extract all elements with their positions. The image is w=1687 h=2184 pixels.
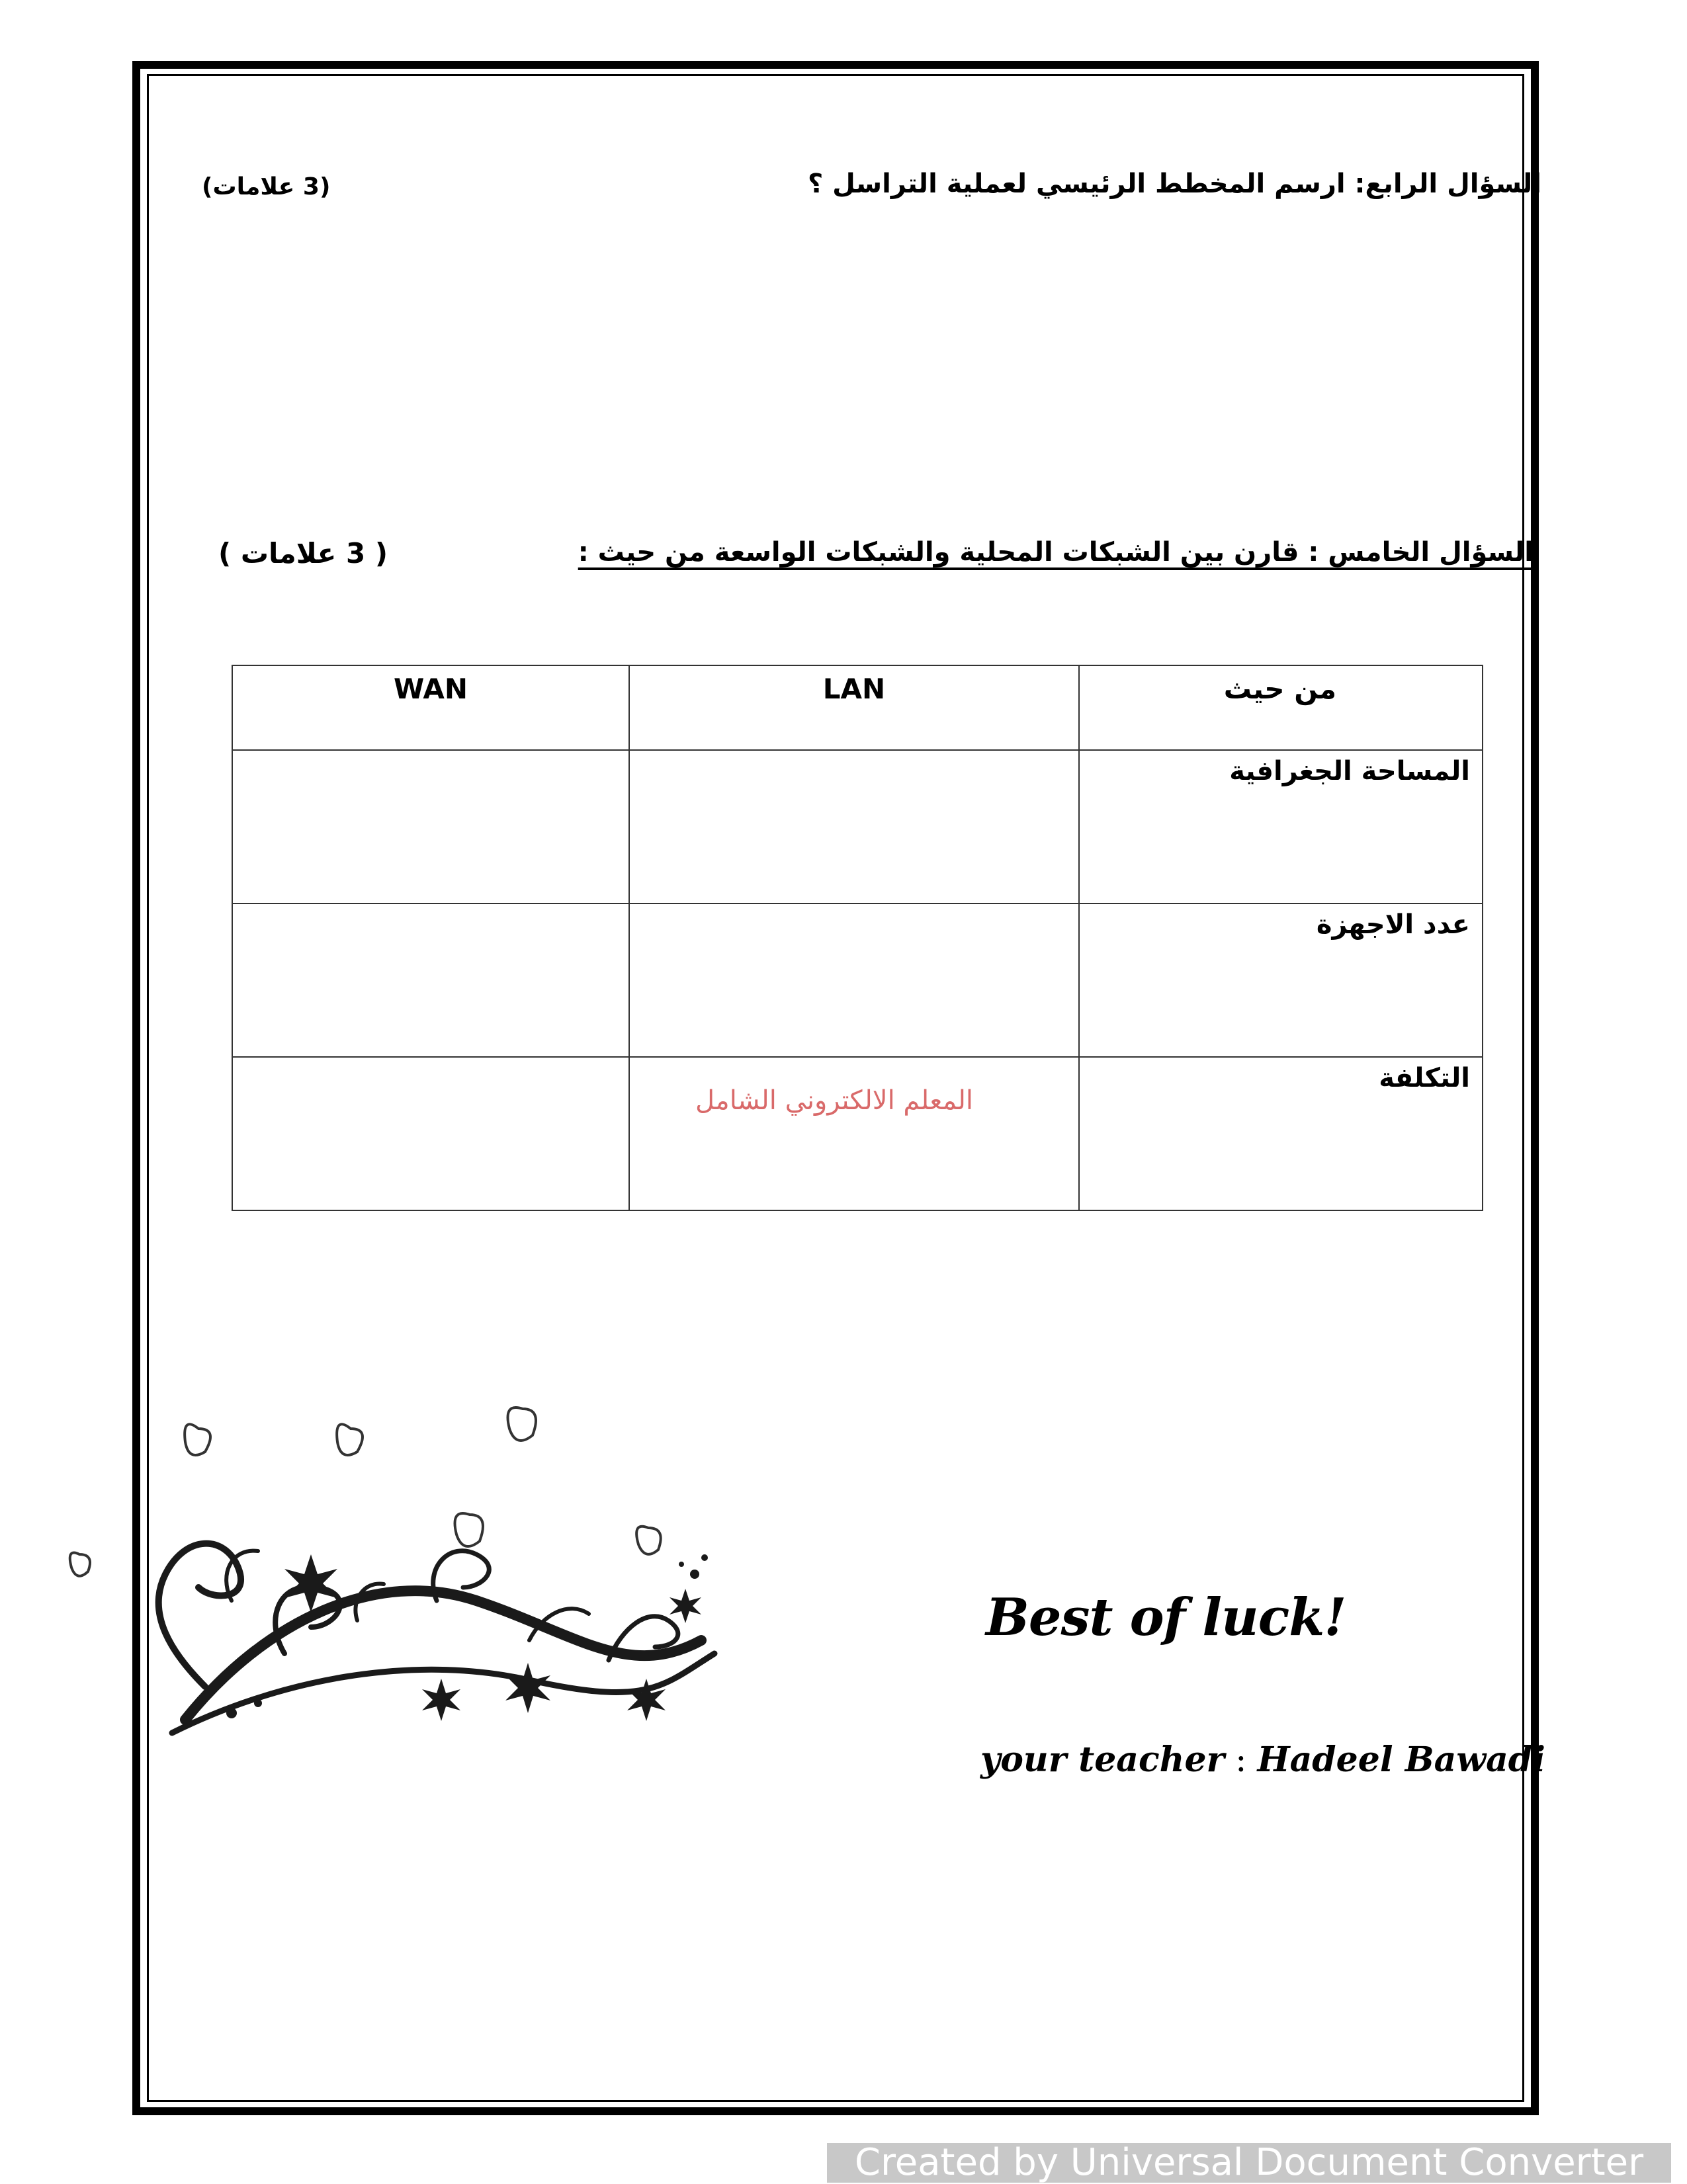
question-5-marks: ( 3 علامات ): [218, 537, 388, 569]
table-header-row: [232, 665, 1483, 750]
header-lan: LAN: [629, 665, 1079, 750]
table-row: [232, 903, 1483, 1057]
cell-wan: [232, 903, 629, 1057]
header-wan: WAN: [232, 665, 629, 750]
cell-lan: [629, 1057, 1079, 1210]
row-label-cost: التكلفة: [1079, 1057, 1483, 1210]
red-watermark-note: المعلم الالكتروني الشامل: [695, 1085, 974, 1116]
comparison-table: [232, 665, 1483, 1211]
row-label-area: المساحة الجغرافية: [1079, 750, 1483, 903]
teacher-name: Hadeel Bawadi: [1257, 1740, 1545, 1780]
cell-wan: [232, 750, 629, 903]
header-criteria: من حيث: [1079, 665, 1483, 750]
cell-lan: [629, 750, 1079, 903]
teacher-separator: :: [1234, 1740, 1247, 1780]
cell-lan: [629, 903, 1079, 1057]
floral-butterfly-ornament: [66, 1402, 728, 1786]
teacher-signature: [980, 1740, 1545, 1780]
question-4-text: السؤال الرابع: ارسم المخطط الرئيسي لعملية التراسل ؟: [807, 169, 1541, 199]
teacher-label: your teacher: [980, 1740, 1225, 1780]
question-4-marks: (3 علامات): [202, 173, 331, 200]
best-of-luck-text: Best of luck!: [986, 1587, 1346, 1648]
table-row: [232, 1057, 1483, 1210]
converter-watermark: Created by Universal Document Converter: [827, 2143, 1671, 2183]
table-row: [232, 750, 1483, 903]
cell-wan: [232, 1057, 629, 1210]
question-5-text: السؤال الخامس : قارن بين الشبكات المحلية والشبكات الواسعة من حيث :: [578, 537, 1534, 567]
row-label-devices: عدد الاجهزة: [1079, 903, 1483, 1057]
